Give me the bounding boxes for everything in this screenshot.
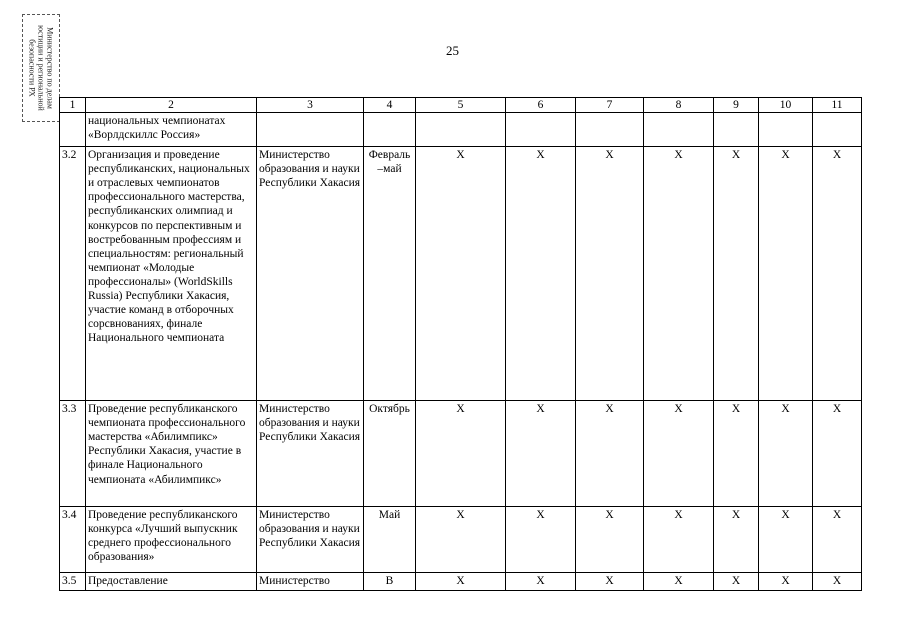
event-cell: национальных чемпионатах «Ворлдскиллс Россия» <box>86 113 257 147</box>
mark-cell <box>576 113 644 147</box>
event-cell: Проведение республиканского конкурса «Лучший выпускник среднего профессионального образования» <box>86 507 257 573</box>
mark-cell <box>714 113 759 147</box>
executor-cell: Министерство <box>257 573 364 591</box>
mark-cell: X <box>576 401 644 507</box>
mark-cell: X <box>576 147 644 401</box>
registration-stamp <box>22 14 60 122</box>
mark-cell: X <box>644 147 714 401</box>
mark-cell: X <box>644 507 714 573</box>
mark-cell <box>506 113 576 147</box>
table-row <box>60 147 862 401</box>
mark-cell <box>759 113 813 147</box>
term-cell: В <box>364 573 416 591</box>
mark-cell: X <box>506 573 576 591</box>
column-header: 5 <box>416 98 506 113</box>
term-cell: Октябрь <box>364 401 416 507</box>
mark-cell <box>813 113 862 147</box>
row-number <box>60 113 86 147</box>
mark-cell: X <box>759 573 813 591</box>
column-header: 6 <box>506 98 576 113</box>
event-cell: Предоставление <box>86 573 257 591</box>
mark-cell: X <box>506 401 576 507</box>
row-number: 3.2 <box>60 147 86 401</box>
term-cell: Февраль –май <box>364 147 416 401</box>
column-header: 2 <box>86 98 257 113</box>
executor-cell: Министерство образования и науки Республики Хакасия <box>257 401 364 507</box>
table-row <box>60 507 862 573</box>
table-row <box>60 113 862 147</box>
table-header-row <box>60 98 862 113</box>
page-number: 25 <box>446 43 459 58</box>
mark-cell: X <box>759 507 813 573</box>
stamp-text: Министерство по делам юстиции и региональной безопасности РХ <box>27 25 55 111</box>
column-header: 11 <box>813 98 862 113</box>
mark-cell: X <box>813 401 862 507</box>
mark-cell: X <box>759 147 813 401</box>
mark-cell: X <box>644 573 714 591</box>
table-row <box>60 573 862 591</box>
column-header: 9 <box>714 98 759 113</box>
column-header: 4 <box>364 98 416 113</box>
mark-cell: X <box>813 573 862 591</box>
term-cell <box>364 113 416 147</box>
executor-cell: Министерство образования и науки Республики Хакасия <box>257 507 364 573</box>
mark-cell: X <box>416 507 506 573</box>
mark-cell: X <box>644 401 714 507</box>
table-row <box>60 401 862 507</box>
column-header: 1 <box>60 98 86 113</box>
column-header: 7 <box>576 98 644 113</box>
term-cell: Май <box>364 507 416 573</box>
mark-cell: X <box>714 507 759 573</box>
executor-cell <box>257 113 364 147</box>
row-number: 3.3 <box>60 401 86 507</box>
plan-table <box>59 97 862 591</box>
mark-cell: X <box>714 401 759 507</box>
mark-cell: X <box>813 147 862 401</box>
executor-cell: Министерство образования и науки Республики Хакасия <box>257 147 364 401</box>
mark-cell <box>644 113 714 147</box>
mark-cell: X <box>416 147 506 401</box>
column-header: 3 <box>257 98 364 113</box>
mark-cell: X <box>506 147 576 401</box>
mark-cell: X <box>416 573 506 591</box>
mark-cell: X <box>714 147 759 401</box>
mark-cell: X <box>714 573 759 591</box>
row-number: 3.5 <box>60 573 86 591</box>
row-number: 3.4 <box>60 507 86 573</box>
event-cell: Организация и проведение республиканских, национальных и отраслевых чемпионатов профессионального мастерства, республиканских олимпиад и конкурсов по перспективным и востребованным профессиям и специальностям: региональный чемпионат «Молодые профессионалы» (WorldSkills Russia) Республики Хакасия, участие команд в отборочных сорсвнованиях, финале Национального чемпионата <box>86 147 257 401</box>
mark-cell: X <box>576 507 644 573</box>
mark-cell: X <box>576 573 644 591</box>
mark-cell <box>416 113 506 147</box>
mark-cell: X <box>759 401 813 507</box>
event-cell: Проведение республиканского чемпионата профессионального мастерства «Абилимпикс» Республики Хакасия, участие в финале Национального чемпионата «Абилимпикс» <box>86 401 257 507</box>
mark-cell: X <box>416 401 506 507</box>
column-header: 10 <box>759 98 813 113</box>
column-header: 8 <box>644 98 714 113</box>
mark-cell: X <box>506 507 576 573</box>
mark-cell: X <box>813 507 862 573</box>
